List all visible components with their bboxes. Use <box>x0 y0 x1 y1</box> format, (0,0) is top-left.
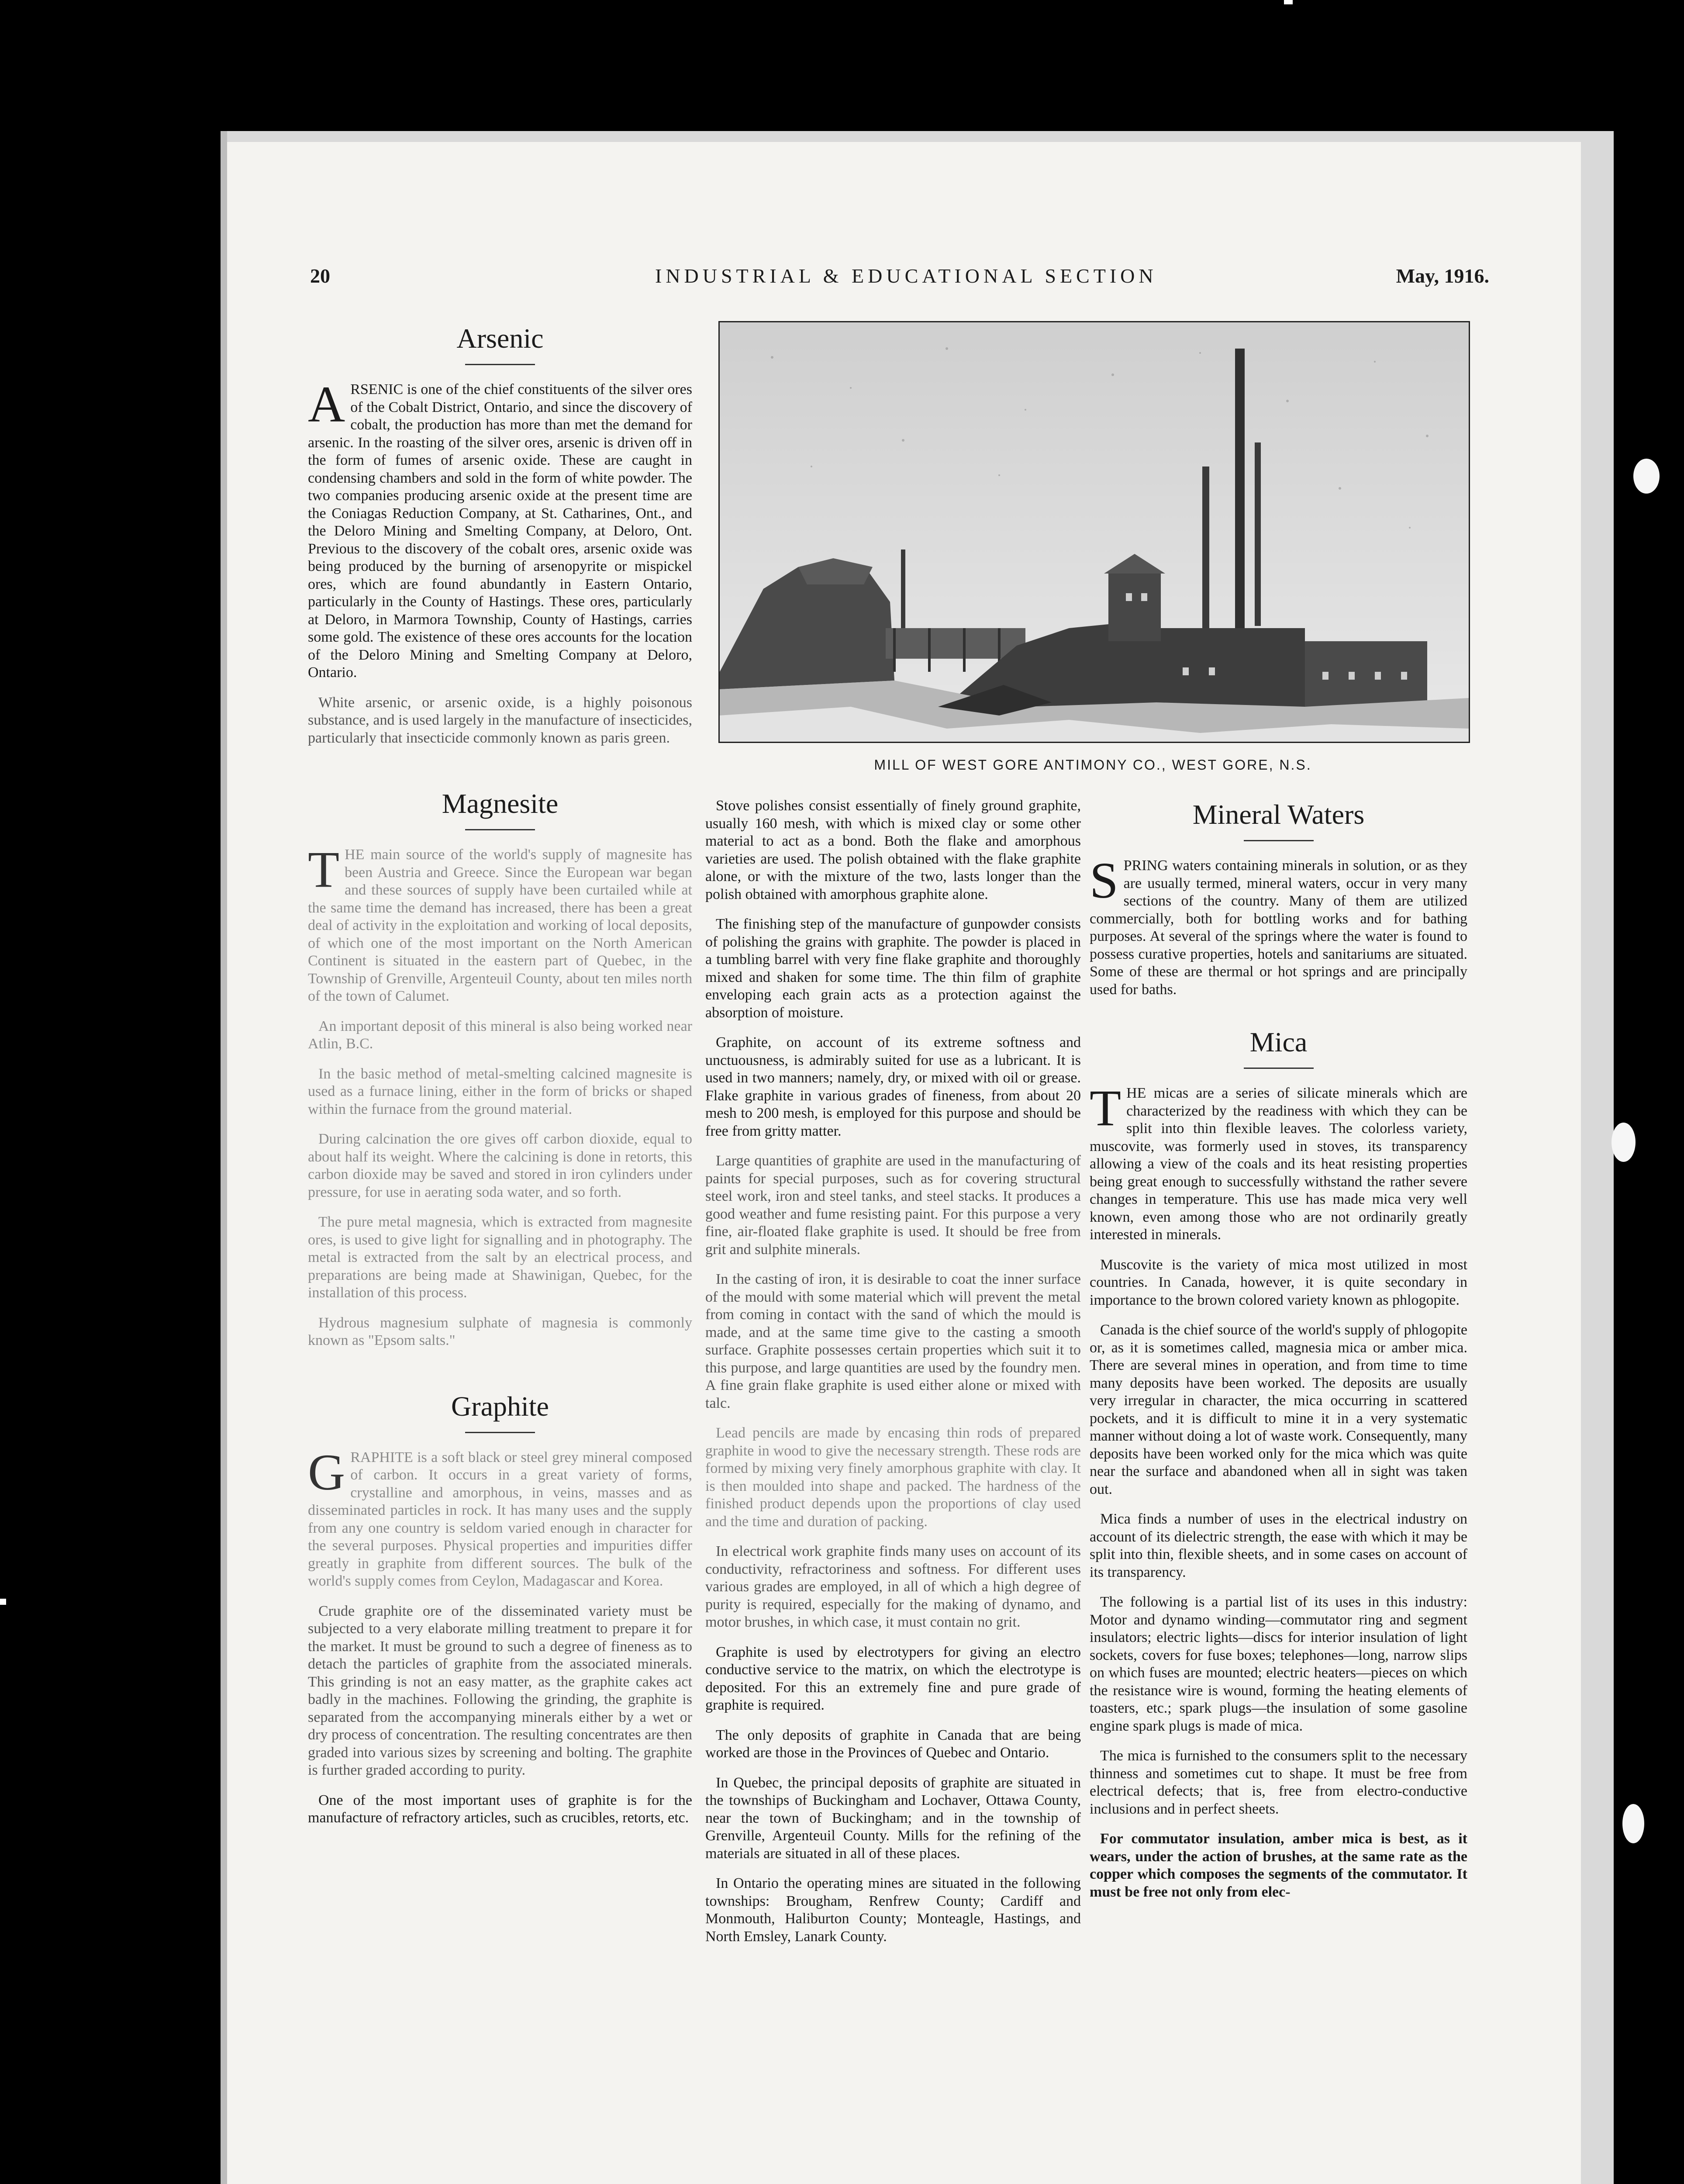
scan-blot <box>1633 459 1660 494</box>
scan-speck <box>1284 0 1293 4</box>
heading-rule <box>465 364 535 365</box>
arsenic-paragraph-2: White arsenic, or arsenic oxide, is a highly poisonous substance, and is used largely in the manufacture of insecticides, particularly that insecticide commonly known as paris green. <box>308 694 692 746</box>
scan-blot <box>1622 1804 1644 1843</box>
heading-rule <box>465 1432 535 1433</box>
article-mineral-waters <box>1090 797 1467 999</box>
graphite-paragraph-7: Large quantities of graphite are used in the manufacturing of paints for special purposes, such as for covering structural steel work, iron and steel tanks, and steel stacks. It produces a good weather and fume resisting paint. For this purpose a very fine, air-floated flake graphite is used. It should be free from grit and sulphite minerals. <box>705 1153 1081 1258</box>
photo-caption: MILL OF WEST GORE ANTIMONY CO., WEST GORE, N.S. <box>874 757 1312 773</box>
drop-cap: T <box>308 841 340 898</box>
magnesite-paragraph-3: In the basic method of metal-smelting calcined magnesite is used as a furnace lining, either in the form of bricks or shaped within the furnace from the ground material. <box>308 1065 692 1117</box>
graphite-paragraph-9: Lead pencils are made by encasing thin rods of prepared graphite in wood to give the necessary strength. These rods are formed by mixing very finely amorphous graphite with clay. It is then moulded into shape and packed. The hardness of the finished product depends upon the proportions of clay used and the time and duration of packing. <box>705 1425 1081 1530</box>
column-left <box>308 321 692 1839</box>
graphite-paragraph-12: The only deposits of graphite in Canada that are being worked are those in the Provinces of Quebec and Ontario. <box>705 1727 1081 1761</box>
magnesite-paragraph-5: The pure metal magnesia, which is extracted from magnesite ores, is used to give light for signalling and in photography. The metal is extracted from the salt by an electrical process, and preparations are being made at Shawinigan, Quebec, for the installation of this process. <box>308 1214 692 1301</box>
article-arsenic <box>308 321 692 747</box>
graphite-paragraph-5: The finishing step of the manufacture of gunpowder consists of polishing the grains with graphite. The powder is placed in a tumbling barrel with very fine flake graphite and thoroughly mixed and shaken for some time. The thin film of graphite enveloping each grain acts as a protection against the absorption of moisture. <box>705 916 1081 1021</box>
graphite-paragraph-3: One of the most important uses of graphite is for the manufacture of refractory articles, such as crucibles, retorts, etc. <box>308 1792 692 1826</box>
mica-heading: Mica <box>1249 1026 1308 1057</box>
graphite-paragraph-11: Graphite is used by electrotypers for giving an electro conductive service to the matrix, on which the electrotype is deposited. For this an extremely fine and pure grade of graphite is required. <box>705 1644 1081 1713</box>
graphite-paragraph-6: Graphite, on account of its extreme softness and unctuousness, is admirably suited for use as a lubricant. It is used in two manners; namely, dry, or mixed with oil or grease. Flake graphite in various grades of fineness, from about 20 mesh to 200 mesh, is employed for this purpose and should be free from gritty matter. <box>705 1034 1081 1139</box>
mineral-waters-heading: Mineral Waters <box>1192 799 1365 830</box>
article-mica <box>1090 1025 1467 1901</box>
drop-cap: G <box>308 1443 345 1501</box>
mica-paragraph-1: THE micas are a series of silicate minerals which are characterized by the readiness with which they can be split into thin flexible leaves. The colorless variety, muscovite, was formerly used in stoves, its transparency allowing a view of the coals and its heat resisting properties being great enough to successfully withstand the rather severe changes in temperature. This use has made mica very well known, even among those who are not ordinarily greatly interested in minerals. <box>1090 1079 1467 1243</box>
scan-blot <box>1612 1123 1636 1162</box>
drop-cap: S <box>1090 852 1118 909</box>
mill-photo-image <box>720 322 1469 742</box>
mica-paragraph-7: For commutator insulation, amber mica is best, as it wears, under the action of brushes, at the same rate as the copper which composes the segments of the commutator. It must be free not only from elec- <box>1090 1831 1467 1900</box>
article-graphite <box>308 1389 692 1827</box>
issue-date: May, 1916. <box>1396 265 1489 287</box>
page-number: 20 <box>310 265 330 287</box>
graphite-paragraph-1: GRAPHITE is a soft black or steel grey mineral composed of carbon. It occurs in a great variety of forms, crystalline and amorphous, in veins, masses and as disseminated particles in rock. It has many uses and the supply from any one country is seldom varied enough in character for the several purposes. Physical properties and impurities differ greatly in graphite from different sources. The bulk of the world's supply comes from Ceylon, Madagascar and Korea. <box>308 1443 692 1589</box>
graphite-paragraph-13: In Quebec, the principal deposits of graphite are situated in the townships of Buckingham and Lochaver, Ottawa County, near the town of Buckingham; and in the township of Grenville, Argenteuil County. Mills for the refining of the materials are situated in all of these places. <box>705 1774 1081 1862</box>
mineral-waters-paragraph-1: SPRING waters containing minerals in solution, or as they are usually termed, mineral waters, occur in very many sections of the country. Many of them are utilized commercially, both for bottling works and for bathing purposes. At several of the springs where the water is found to possess curative properties, hotels and sanitariums are situated. Some of these are thermal or hot springs and are principally used for baths. <box>1090 852 1467 998</box>
column-right <box>1090 797 1467 1913</box>
heading-rule <box>1244 840 1314 841</box>
magnesite-heading: Magnesite <box>442 788 559 819</box>
arsenic-heading: Arsenic <box>456 323 544 354</box>
column-middle <box>705 797 1081 1958</box>
graphite-paragraph-4: Stove polishes consist essentially of finely ground graphite, usually 160 mesh, with which is mixed clay or some other material to act as a bond. Both the flake and amorphous varieties are used. The polish obtained with the flake graphite alone, or with the mixture of the two, lasts longer than the polish obtained with amorphous graphite alone. <box>705 798 1081 902</box>
magnesite-paragraph-4: During calcination the ore gives off carbon dioxide, equal to about half its weight. Where the calcining is done in retorts, this carbon dioxide may be saved and stored in iron cylinders under pressure, for use in aerating soda water, and so forth. <box>308 1131 692 1200</box>
article-magnesite <box>308 786 692 1350</box>
page-header <box>310 264 1489 295</box>
mill-photograph <box>718 321 1470 743</box>
graphite-paragraph-2: Crude graphite ore of the disseminated variety must be subjected to a very elaborate milling treatment to prepare it for the market. It must be ground to such a degree of fineness as to detach the particles of graphite from the associated minerals. This grinding is not an easy matter, as the graphite cakes act badly in the machines. Following the grinding, the graphite is separated from the accompanying minerals either by a wet or dry process of concentration. The resulting concentrates are then graded into various sizes by screening and bolting. The graphite is further graded according to purity. <box>308 1603 692 1778</box>
magnesite-paragraph-2: An important deposit of this mineral is also being worked near Atlin, B.C. <box>308 1018 692 1052</box>
magnesite-paragraph-1: THE main source of the world's supply of magnesite has been Austria and Greece. Since the European war began and these sources of supply have been curtailed while at the same time the demand has increased, there has been a great deal of activity in the exploitation and working of local deposits, of which one of the most important on the North American Continent is situated in the eastern part of Quebec, in the Township of Grenville, Argenteuil County, about ten miles north of the town of Calumet. <box>308 841 692 1004</box>
arsenic-paragraph-1: ARSENIC is one of the chief constituents of the silver ores of the Cobalt District, Ontario, and since the discovery of cobalt, the production has more than met the demand for arsenic. In the roasting of the silver ores, arsenic is driven off in the form of fumes of arsenic oxide. These are caught in condensing chambers and sold in the form of white powder. The two companies producing arsenic oxide at the present time are the Coniagas Reduction Company, at St. Catharines, Ont., and the Deloro Mining and Smelting Company, at Deloro, Ont. Previous to the discovery of the cobalt ores, arsenic oxide was being produced by the burning of arsenopyrite or mispickel ores, which are found abundantly in Eastern Ontario, particularly in the County of Hastings. These ores, particularly at Deloro, in Marmora Township, County of Hastings, carries some gold. The existence of these ores accounts for the location of the Deloro Mining and Smelting Company at Deloro, Ontario. <box>308 376 692 681</box>
magazine-page <box>227 142 1581 2184</box>
scan-speck <box>0 1599 6 1605</box>
page-edge-shadow <box>221 131 227 2184</box>
graphite-paragraph-8: In the casting of iron, it is desirable to coat the inner surface of the mould with some material which will prevent the metal from coming in contact with the sand of which the mould is made, and at the same time give to the casting a smooth surface. Graphite possesses certain properties which suit it to this purpose, and large quantities are used by the foundry men. A fine grain flake graphite is used either alone or mixed with talc. <box>705 1271 1081 1411</box>
mica-paragraph-5: The following is a partial list of its uses in this industry: Motor and dynamo winding—commutator ring and segment insulators; electric lights—discs for interior insulation of light sockets, covers for fuse boxes; telephones—long, narrow slips on which fuses are mounted; electric heaters—pieces on which the resistance wire is wound, forming the heating elements of toasters, etc.; spark plugs—the insulation of some gasoline engine spark plugs is made of mica. <box>1090 1594 1467 1734</box>
section-title: INDUSTRIAL & EDUCATIONAL SECTION <box>655 265 1157 287</box>
mica-paragraph-2: Muscovite is the variety of mica most utilized in most countries. In Canada, however, it is quite secondary in importance to the brown colored variety known as phlogopite. <box>1090 1256 1467 1308</box>
drop-cap: T <box>1090 1079 1122 1137</box>
heading-rule <box>1244 1068 1314 1069</box>
heading-rule <box>465 829 535 830</box>
mica-paragraph-3: Canada is the chief source of the world's supply of phlogopite or, as it is sometimes called, magnesia mica or amber mica. There are several mines in operation, and from time to time many deposits have been worked. The deposits are usually very irregular in character, the mica occurring in scattered pockets, and it is difficult to mine it in a very systematic manner without doing a lot of waste work. Consequently, many deposits have been worked only for the mica which was quite near the surface and abandoned when all in sight was taken out. <box>1090 1322 1467 1497</box>
mica-paragraph-4: Mica finds a number of uses in the electrical industry on account of its dielectric strength, the ease with which it may be split into thin, flexible sheets, and in some cases on account of its transparency. <box>1090 1511 1467 1580</box>
drop-cap: A <box>308 376 345 433</box>
graphite-heading: Graphite <box>451 1390 549 1422</box>
graphite-paragraph-14: In Ontario the operating mines are situated in the following townships: Brougham, Renfrew County; Cardiff and Monmouth, Haliburton County; Monteagle, Hastings, and North Emsley, Lanark County. <box>705 1875 1081 1945</box>
magnesite-paragraph-6: Hydrous magnesium sulphate of magnesia is commonly known as "Epsom salts." <box>308 1314 692 1348</box>
graphite-paragraph-10: In electrical work graphite finds many uses on account of its conductivity, refractoriness and softness. For different uses various grades are employed, in all of which a high degree of purity is required, especially for the making of dynamo, and motor brushes, in which case, it must contain no grit. <box>705 1543 1081 1630</box>
mica-paragraph-6: The mica is furnished to the consumers split to the necessary thinness and sometimes cut to shape. It must be free from electrical defects; that is, free from electro-conductive inclusions and in perfect sheets. <box>1090 1748 1467 1817</box>
